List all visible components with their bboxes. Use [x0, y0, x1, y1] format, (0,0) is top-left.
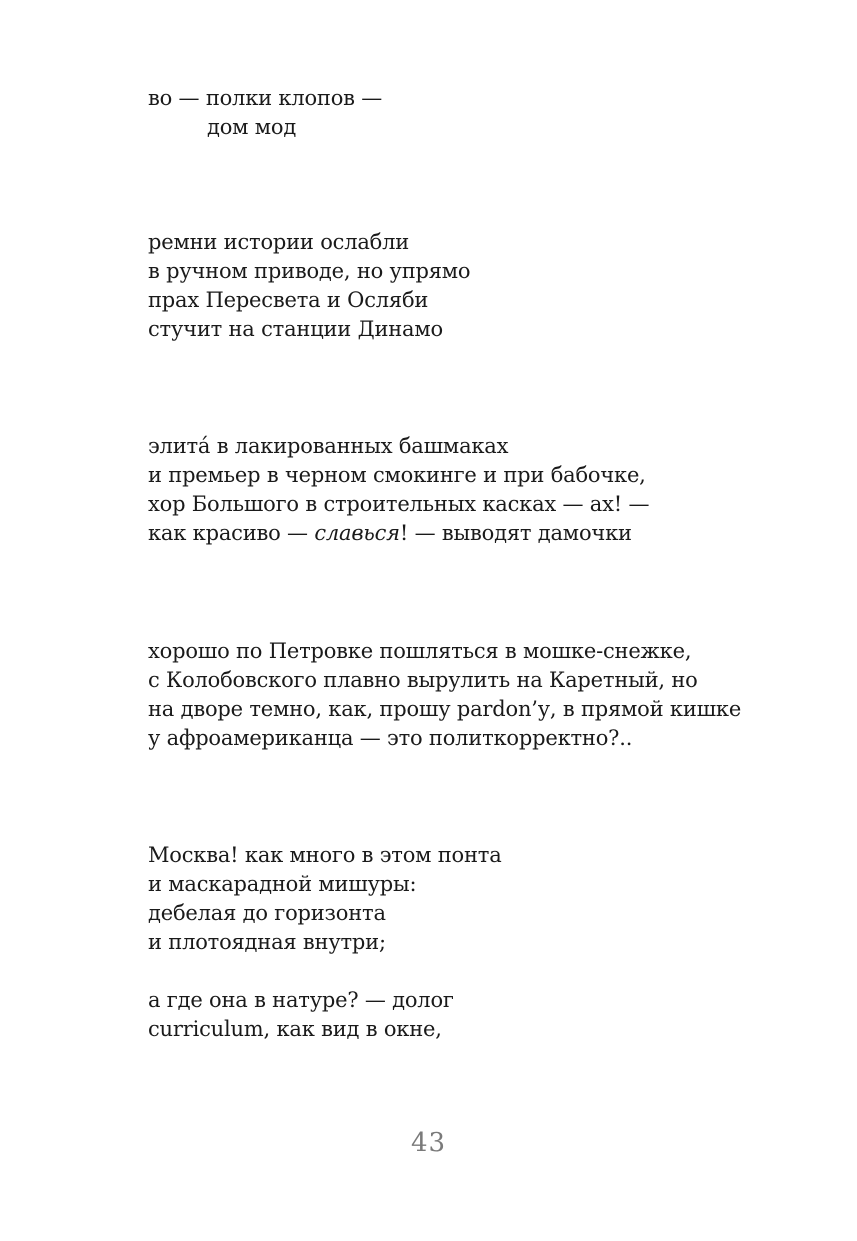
- line-text: ! — выводят дамочки: [399, 521, 632, 545]
- line-text: как красиво —: [148, 521, 315, 545]
- poem-line: у афроамериканца — это политкорректно?..: [148, 726, 633, 750]
- poem-line: на дворе темно, как, прошу pardon’у, в прямой кишке: [148, 697, 742, 721]
- poem-line: дом мод: [207, 115, 297, 139]
- poem-line: и маскарадной мишуры:: [148, 872, 417, 896]
- poem-line: а где она в натуре? — долог: [148, 988, 454, 1012]
- poem-line: и премьер в черном смокинге и при бабочке,: [148, 463, 646, 487]
- poem-line: во — полки клопов —: [148, 86, 383, 110]
- poem-line: в ручном приводе, но упрямо: [148, 259, 471, 283]
- poem-line: стучит на станции Динамо: [148, 317, 443, 341]
- poem-line: Москва! как много в этом понта: [148, 843, 502, 867]
- italic-word: славься: [314, 521, 400, 545]
- poem-line: элитá в лакированных башмаках: [148, 434, 509, 458]
- poem-line: curriculum, как вид в окне,: [148, 1017, 442, 1041]
- poem-line: ремни истории ослабли: [148, 230, 410, 254]
- poem-line: прах Пересвета и Осляби: [148, 288, 429, 312]
- page-number: 43: [410, 1128, 447, 1158]
- poem-line-with-italic: [148, 519, 632, 548]
- poem-line: дебелая до горизонта: [148, 901, 386, 925]
- poem-line: хорошо по Петровке пошляться в мошке-снежке,: [148, 639, 692, 663]
- poem-line: и плотоядная внутри;: [148, 930, 386, 954]
- poem-line: хор Большого в строительных касках — ах! —: [148, 492, 650, 516]
- poem-line: с Колобовского плавно вырулить на Каретный, но: [148, 668, 698, 692]
